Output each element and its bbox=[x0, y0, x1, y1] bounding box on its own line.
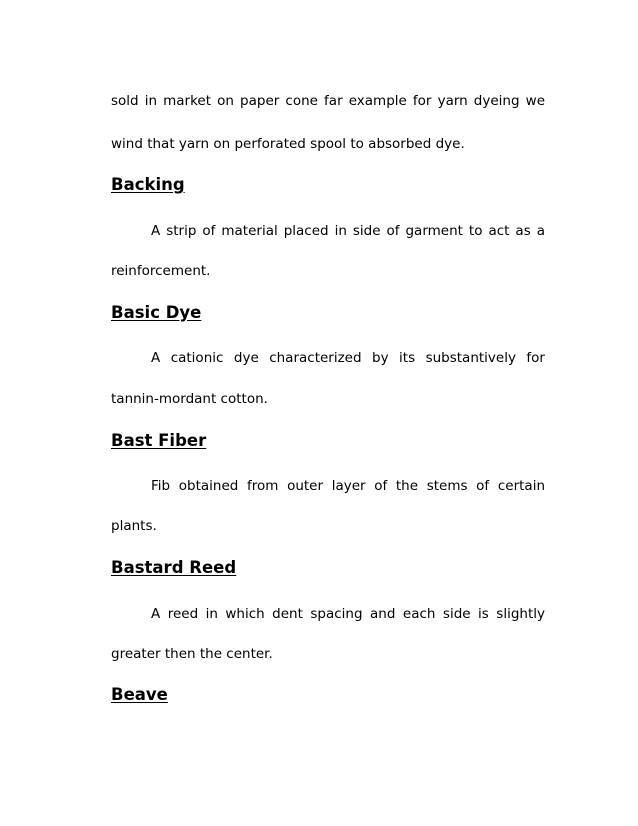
definition-line: tannin-mordant cotton. bbox=[111, 391, 268, 407]
term-heading-bast-fiber: Bast Fiber bbox=[111, 431, 207, 450]
definition-line: A reed in which dent spacing and each side is slightly bbox=[151, 606, 545, 622]
definition-line: reinforcement. bbox=[111, 263, 211, 279]
term-heading-beave: Beave bbox=[111, 685, 168, 704]
definition-line: plants. bbox=[111, 518, 157, 534]
term-heading-backing: Backing bbox=[111, 175, 185, 194]
definition-line: A strip of material placed in side of garment to act as a bbox=[151, 223, 545, 239]
definition-line: A cationic dye characterized by its substantively for bbox=[151, 350, 545, 366]
term-heading-bastard-reed: Bastard Reed bbox=[111, 558, 237, 577]
definition-line: Fib obtained from outer layer of the stems of certain bbox=[151, 478, 545, 494]
term-heading-basic-dye: Basic Dye bbox=[111, 303, 202, 322]
intro-line-1: sold in market on paper cone far example for yarn dyeing we bbox=[111, 93, 545, 109]
definition-line: greater then the center. bbox=[111, 646, 273, 662]
intro-line-2: wind that yarn on perforated spool to absorbed dye. bbox=[111, 136, 465, 152]
